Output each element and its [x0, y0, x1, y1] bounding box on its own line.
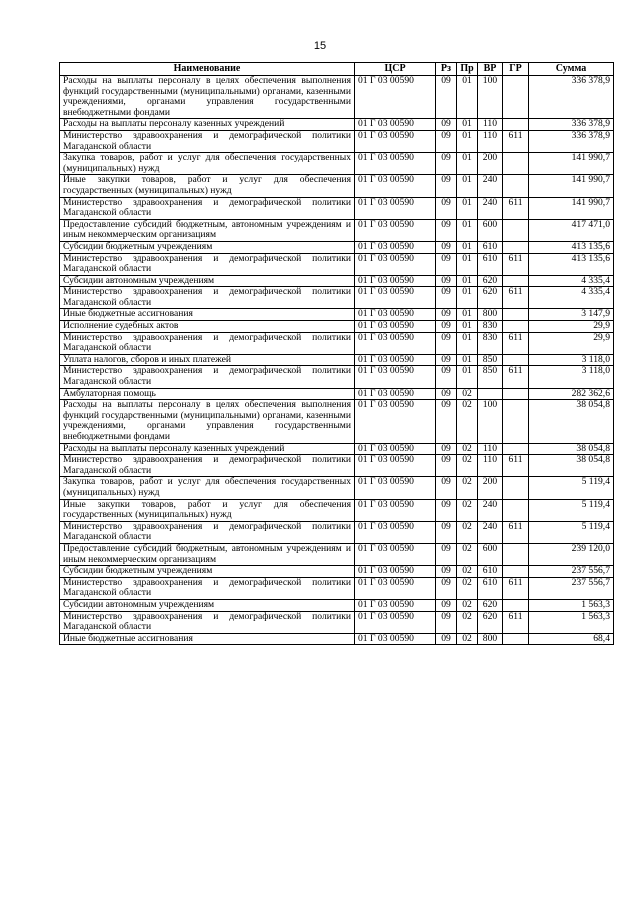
row-pr: 01	[457, 321, 478, 333]
row-rz: 09	[436, 241, 457, 253]
row-rz: 09	[436, 366, 457, 388]
row-csr: 01 Г 03 00590	[355, 455, 436, 477]
row-name: Расходы на выплаты персоналу в целях обеспечения выполнения функций государственными (муниципальными) органами, казенными учреждениями, органами управления государственными внебюджетными фондами	[60, 76, 355, 119]
row-vr	[478, 388, 503, 400]
row-gr: 611	[503, 611, 529, 633]
row-pr: 01	[457, 354, 478, 366]
row-sum: 68,4	[529, 633, 614, 645]
row-rz: 09	[436, 253, 457, 275]
row-sum: 282 362,6	[529, 388, 614, 400]
row-sum: 3 118,0	[529, 354, 614, 366]
row-name: Министерство здравоохранения и демографической политики Магаданской области	[60, 577, 355, 599]
row-gr	[503, 477, 529, 499]
table-row	[60, 130, 614, 152]
row-name: Министерство здравоохранения и демографической политики Магаданской области	[60, 332, 355, 354]
row-csr: 01 Г 03 00590	[355, 175, 436, 197]
table-row	[60, 275, 614, 287]
header-gr: ГР	[503, 63, 529, 76]
row-vr: 620	[478, 287, 503, 309]
row-rz: 09	[436, 332, 457, 354]
row-vr: 200	[478, 477, 503, 499]
row-gr	[503, 309, 529, 321]
row-gr: 611	[503, 455, 529, 477]
row-pr: 02	[457, 566, 478, 578]
table-row	[60, 577, 614, 599]
row-sum: 29,9	[529, 321, 614, 333]
row-vr: 610	[478, 577, 503, 599]
row-csr: 01 Г 03 00590	[355, 130, 436, 152]
row-vr: 620	[478, 611, 503, 633]
row-rz: 09	[436, 287, 457, 309]
row-vr: 850	[478, 366, 503, 388]
row-sum: 413 135,6	[529, 253, 614, 275]
row-pr: 01	[457, 253, 478, 275]
row-name: Предоставление субсидий бюджетным, автономным учреждениям и иным некоммерческим организациям	[60, 543, 355, 565]
row-vr: 800	[478, 309, 503, 321]
row-rz: 09	[436, 354, 457, 366]
row-sum: 336 378,9	[529, 119, 614, 131]
header-rz: Рз	[436, 63, 457, 76]
row-pr: 02	[457, 477, 478, 499]
table-row	[60, 543, 614, 565]
row-rz: 09	[436, 153, 457, 175]
row-name: Министерство здравоохранения и демографической политики Магаданской области	[60, 197, 355, 219]
row-rz: 09	[436, 275, 457, 287]
row-pr: 02	[457, 400, 478, 443]
table-row	[60, 633, 614, 645]
row-vr: 850	[478, 354, 503, 366]
row-csr: 01 Г 03 00590	[355, 76, 436, 119]
row-vr: 830	[478, 332, 503, 354]
row-rz: 09	[436, 76, 457, 119]
row-sum: 5 119,4	[529, 477, 614, 499]
row-csr: 01 Г 03 00590	[355, 499, 436, 521]
table-row	[60, 354, 614, 366]
row-sum: 336 378,9	[529, 76, 614, 119]
row-name: Субсидии автономным учреждениям	[60, 599, 355, 611]
row-rz: 09	[436, 197, 457, 219]
row-csr: 01 Г 03 00590	[355, 543, 436, 565]
row-csr: 01 Г 03 00590	[355, 241, 436, 253]
row-csr: 01 Г 03 00590	[355, 566, 436, 578]
row-sum: 1 563,3	[529, 611, 614, 633]
row-name: Министерство здравоохранения и демографической политики Магаданской области	[60, 253, 355, 275]
row-csr: 01 Г 03 00590	[355, 443, 436, 455]
row-sum: 237 556,7	[529, 566, 614, 578]
row-gr	[503, 321, 529, 333]
row-pr: 01	[457, 219, 478, 241]
row-sum: 413 135,6	[529, 241, 614, 253]
row-sum: 417 471,0	[529, 219, 614, 241]
table-row	[60, 197, 614, 219]
row-rz: 09	[436, 388, 457, 400]
row-sum: 38 054,8	[529, 400, 614, 443]
row-name: Предоставление субсидий бюджетным, автономным учреждениям и иным некоммерческим организациям	[60, 219, 355, 241]
row-gr: 611	[503, 130, 529, 152]
table-body	[60, 76, 614, 645]
row-gr	[503, 219, 529, 241]
table-row	[60, 611, 614, 633]
row-name: Министерство здравоохранения и демографической политики Магаданской области	[60, 287, 355, 309]
row-pr: 01	[457, 241, 478, 253]
row-sum: 5 119,4	[529, 521, 614, 543]
row-vr: 100	[478, 76, 503, 119]
table-row	[60, 388, 614, 400]
row-name: Закупка товаров, работ и услуг для обеспечения государственных (муниципальных) нужд	[60, 153, 355, 175]
row-name: Министерство здравоохранения и демографической политики Магаданской области	[60, 455, 355, 477]
row-gr	[503, 400, 529, 443]
row-sum: 5 119,4	[529, 499, 614, 521]
row-vr: 800	[478, 633, 503, 645]
row-pr: 02	[457, 577, 478, 599]
table-row	[60, 332, 614, 354]
row-pr: 02	[457, 521, 478, 543]
row-pr: 02	[457, 499, 478, 521]
row-name: Иные закупки товаров, работ и услуг для обеспечения государственных (муниципальных) нужд	[60, 499, 355, 521]
row-sum: 3 147,9	[529, 309, 614, 321]
table-row	[60, 366, 614, 388]
row-pr: 01	[457, 197, 478, 219]
row-rz: 09	[436, 400, 457, 443]
row-csr: 01 Г 03 00590	[355, 521, 436, 543]
row-pr: 01	[457, 309, 478, 321]
row-name: Министерство здравоохранения и демографической политики Магаданской области	[60, 611, 355, 633]
row-gr: 611	[503, 577, 529, 599]
row-rz: 09	[436, 477, 457, 499]
row-rz: 09	[436, 443, 457, 455]
row-sum: 38 054,8	[529, 443, 614, 455]
row-sum: 3 118,0	[529, 366, 614, 388]
row-rz: 09	[436, 499, 457, 521]
row-rz: 09	[436, 633, 457, 645]
row-pr: 02	[457, 599, 478, 611]
table-header	[60, 63, 614, 76]
row-pr: 02	[457, 633, 478, 645]
row-vr: 610	[478, 566, 503, 578]
row-gr	[503, 275, 529, 287]
header-pr: Пр	[457, 63, 478, 76]
row-name: Уплата налогов, сборов и иных платежей	[60, 354, 355, 366]
row-name: Иные бюджетные ассигнования	[60, 633, 355, 645]
row-sum: 4 335,4	[529, 287, 614, 309]
row-rz: 09	[436, 543, 457, 565]
row-sum: 38 054,8	[529, 455, 614, 477]
table-row	[60, 566, 614, 578]
row-sum: 239 120,0	[529, 543, 614, 565]
row-csr: 01 Г 03 00590	[355, 354, 436, 366]
row-rz: 09	[436, 611, 457, 633]
row-csr: 01 Г 03 00590	[355, 219, 436, 241]
row-vr: 110	[478, 443, 503, 455]
row-csr: 01 Г 03 00590	[355, 197, 436, 219]
row-pr: 01	[457, 287, 478, 309]
row-rz: 09	[436, 309, 457, 321]
row-gr	[503, 633, 529, 645]
header-csr: ЦСР	[355, 63, 436, 76]
row-gr	[503, 499, 529, 521]
row-csr: 01 Г 03 00590	[355, 633, 436, 645]
row-pr: 02	[457, 543, 478, 565]
table-row	[60, 599, 614, 611]
row-name: Иные бюджетные ассигнования	[60, 309, 355, 321]
row-vr: 240	[478, 499, 503, 521]
row-sum: 1 563,3	[529, 599, 614, 611]
row-name: Амбулаторная помощь	[60, 388, 355, 400]
row-sum: 141 990,7	[529, 175, 614, 197]
row-gr	[503, 443, 529, 455]
row-csr: 01 Г 03 00590	[355, 321, 436, 333]
row-sum: 29,9	[529, 332, 614, 354]
row-gr	[503, 354, 529, 366]
row-gr	[503, 153, 529, 175]
row-name: Министерство здравоохранения и демографической политики Магаданской области	[60, 366, 355, 388]
row-name: Расходы на выплаты персоналу казенных учреждений	[60, 119, 355, 131]
row-name: Иные закупки товаров, работ и услуг для обеспечения государственных (муниципальных) нужд	[60, 175, 355, 197]
table-row	[60, 499, 614, 521]
row-vr: 830	[478, 321, 503, 333]
row-csr: 01 Г 03 00590	[355, 253, 436, 275]
row-pr: 01	[457, 76, 478, 119]
table-row	[60, 219, 614, 241]
row-gr	[503, 76, 529, 119]
row-name: Министерство здравоохранения и демографической политики Магаданской области	[60, 521, 355, 543]
row-rz: 09	[436, 175, 457, 197]
row-rz: 09	[436, 119, 457, 131]
row-pr: 01	[457, 175, 478, 197]
row-gr	[503, 119, 529, 131]
row-vr: 110	[478, 455, 503, 477]
row-gr: 611	[503, 253, 529, 275]
row-rz: 09	[436, 599, 457, 611]
row-pr: 02	[457, 443, 478, 455]
row-sum: 4 335,4	[529, 275, 614, 287]
row-vr: 610	[478, 253, 503, 275]
row-csr: 01 Г 03 00590	[355, 366, 436, 388]
row-name: Исполнение судебных актов	[60, 321, 355, 333]
row-csr: 01 Г 03 00590	[355, 309, 436, 321]
row-name: Субсидии бюджетным учреждениям	[60, 241, 355, 253]
table-row	[60, 153, 614, 175]
row-pr: 01	[457, 119, 478, 131]
header-sum: Сумма	[529, 63, 614, 76]
row-name: Субсидии бюджетным учреждениям	[60, 566, 355, 578]
row-csr: 01 Г 03 00590	[355, 388, 436, 400]
table-row	[60, 175, 614, 197]
row-csr: 01 Г 03 00590	[355, 577, 436, 599]
row-rz: 09	[436, 566, 457, 578]
row-pr: 01	[457, 153, 478, 175]
row-vr: 240	[478, 521, 503, 543]
row-sum: 141 990,7	[529, 153, 614, 175]
row-rz: 09	[436, 219, 457, 241]
header-name: Наименование	[60, 63, 355, 76]
row-rz: 09	[436, 130, 457, 152]
row-csr: 01 Г 03 00590	[355, 611, 436, 633]
page-number: 15	[313, 40, 327, 52]
row-csr: 01 Г 03 00590	[355, 599, 436, 611]
row-vr: 620	[478, 599, 503, 611]
row-gr	[503, 388, 529, 400]
row-gr: 611	[503, 197, 529, 219]
row-pr: 01	[457, 366, 478, 388]
row-csr: 01 Г 03 00590	[355, 477, 436, 499]
row-sum: 336 378,9	[529, 130, 614, 152]
row-rz: 09	[436, 577, 457, 599]
row-vr: 100	[478, 400, 503, 443]
row-vr: 200	[478, 153, 503, 175]
row-pr: 02	[457, 388, 478, 400]
row-csr: 01 Г 03 00590	[355, 287, 436, 309]
row-gr: 611	[503, 366, 529, 388]
row-pr: 01	[457, 130, 478, 152]
row-gr	[503, 543, 529, 565]
row-vr: 610	[478, 241, 503, 253]
row-name: Расходы на выплаты персоналу в целях обеспечения выполнения функций государственными (муниципальными) органами, казенными учреждениями, органами управления государственными внебюджетными фондами	[60, 400, 355, 443]
header-row	[60, 63, 614, 76]
row-vr: 600	[478, 219, 503, 241]
row-csr: 01 Г 03 00590	[355, 153, 436, 175]
row-pr: 01	[457, 332, 478, 354]
row-gr: 611	[503, 332, 529, 354]
row-name: Субсидии автономным учреждениям	[60, 275, 355, 287]
header-vr: ВР	[478, 63, 503, 76]
row-sum: 141 990,7	[529, 197, 614, 219]
row-gr	[503, 599, 529, 611]
row-pr: 02	[457, 455, 478, 477]
row-gr	[503, 241, 529, 253]
row-vr: 620	[478, 275, 503, 287]
row-csr: 01 Г 03 00590	[355, 332, 436, 354]
budget-table	[59, 62, 614, 645]
table-row	[60, 400, 614, 443]
row-gr: 611	[503, 287, 529, 309]
table-row	[60, 443, 614, 455]
row-name: Закупка товаров, работ и услуг для обеспечения государственных (муниципальных) нужд	[60, 477, 355, 499]
table-row	[60, 241, 614, 253]
table-row	[60, 477, 614, 499]
table-row	[60, 253, 614, 275]
row-name: Расходы на выплаты персоналу казенных учреждений	[60, 443, 355, 455]
row-csr: 01 Г 03 00590	[355, 275, 436, 287]
row-vr: 110	[478, 130, 503, 152]
table-row	[60, 309, 614, 321]
row-csr: 01 Г 03 00590	[355, 400, 436, 443]
row-name: Министерство здравоохранения и демографической политики Магаданской области	[60, 130, 355, 152]
row-pr: 02	[457, 611, 478, 633]
row-gr	[503, 175, 529, 197]
row-vr: 240	[478, 197, 503, 219]
row-rz: 09	[436, 455, 457, 477]
table-row	[60, 287, 614, 309]
row-vr: 110	[478, 119, 503, 131]
row-pr: 01	[457, 275, 478, 287]
row-gr	[503, 566, 529, 578]
table-row	[60, 321, 614, 333]
row-vr: 240	[478, 175, 503, 197]
row-vr: 600	[478, 543, 503, 565]
table-row	[60, 76, 614, 119]
table-row	[60, 455, 614, 477]
table-row	[60, 119, 614, 131]
row-rz: 09	[436, 321, 457, 333]
row-rz: 09	[436, 521, 457, 543]
row-sum: 237 556,7	[529, 577, 614, 599]
row-gr: 611	[503, 521, 529, 543]
table-row	[60, 521, 614, 543]
row-csr: 01 Г 03 00590	[355, 119, 436, 131]
